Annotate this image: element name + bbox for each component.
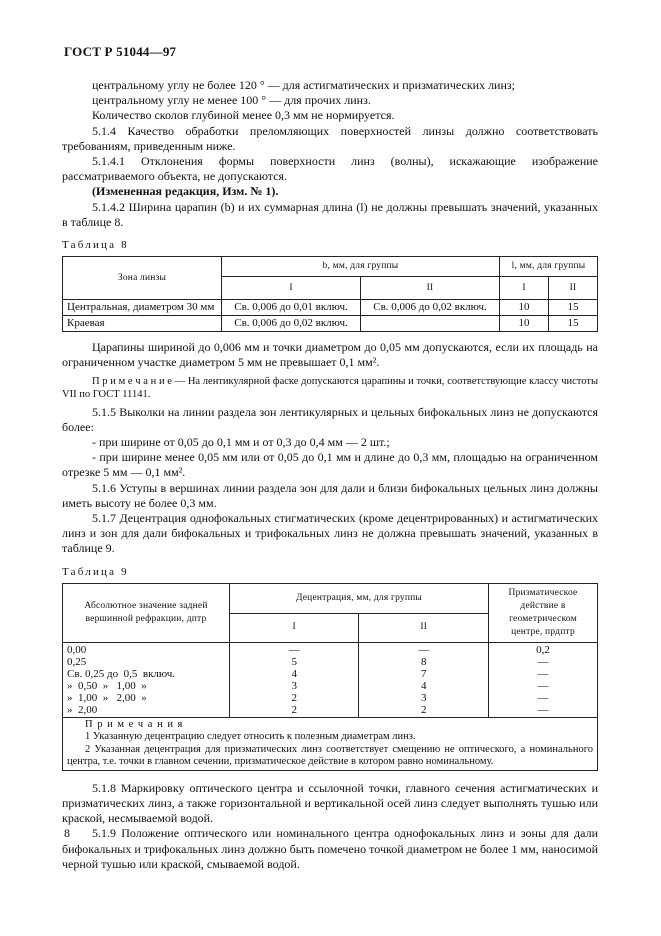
- table-cell: 10: [500, 300, 549, 316]
- table-8-caption: Таблица 8: [62, 239, 129, 252]
- table-header: II: [359, 613, 489, 642]
- table-cell: Краевая: [63, 316, 222, 332]
- paragraph-5-1-5-b: - при ширине менее 0,05 мм или от 0,05 до 0,1 мм и длине до 0,3 мм, площадью на ограниченном отрезке 5 мм — 0,1 мм².: [62, 450, 598, 480]
- paragraph-5-1-5-a: - при ширине от 0,05 до 0,1 мм и от 0,3 до 0,4 мм — 2 шт.;: [92, 435, 390, 450]
- paragraph-5-1-4-1: 5.1.4.1 Отклонения формы поверхности линз (волны), искажающие изображение рассматриваемого объекта, не допускаются.: [62, 154, 598, 184]
- page-number: 8: [64, 826, 70, 840]
- paragraph-5-1-9: 5.1.9 Положение оптического или номинального центра однофокальных линз и зоны для дали бифокальных и трифокальных линз должно быть помечено точкой диаметром не более 1 мм, наносимой черной тушью или краской, смываемой водой.: [62, 826, 598, 871]
- table-header: II: [549, 277, 598, 300]
- table-header: Абсолютное значение задней вершинной рефракции, дптр: [63, 583, 230, 642]
- paragraph-5-1-4-2: 5.1.4.2 Ширина царапин (b) и их суммарная длина (l) не должны превышать значений, указанных в таблице 8.: [62, 199, 598, 229]
- table-cell: 0,00 0,25 Св. 0,25 до 0,5 включ. » 0,50 » 1,00 » » 1,00 » 2,00 » » 2,00: [63, 642, 230, 717]
- table-header: I: [500, 277, 549, 300]
- table-cell: — 8 7 4 3 2: [359, 642, 489, 717]
- table-cell: 15: [549, 316, 598, 332]
- table-cell: Св. 0,006 до 0,02 включ.: [361, 300, 500, 316]
- paragraph-5-1-6: 5.1.6 Уступы в вершинах линии раздела зон для дали и близи бифокальных цельных линз должны иметь высоту не более 0,3 мм.: [62, 480, 598, 510]
- paragraph: центральному углу не более 120 ° — для астигматических и призматических линз;: [92, 78, 515, 92]
- table-cell: 15: [549, 300, 598, 316]
- table-8: [62, 256, 598, 332]
- table-row: [63, 642, 598, 717]
- table-row: [63, 300, 598, 316]
- table-9-caption: Таблица 9: [62, 565, 129, 578]
- table-cell: Св. 0,006 до 0,02 включ.: [222, 316, 361, 332]
- table-9: [62, 583, 598, 771]
- table-header: l, мм, для группы: [500, 257, 598, 277]
- paragraph-5-1-4: 5.1.4 Качество обработки преломляющих поверхностей линзы должно соответствовать требованиям, приведенным ниже.: [62, 123, 598, 153]
- table-header: II: [361, 277, 500, 300]
- table-cell: — 5 4 3 2 2: [230, 642, 359, 717]
- table-header: Призматическое действие в геометрическом центре, прдптр: [489, 583, 598, 642]
- table-cell: [361, 316, 500, 332]
- document-body: [62, 78, 598, 872]
- table-cell: 10: [500, 316, 549, 332]
- table-header: Децентрация, мм, для группы: [230, 583, 489, 613]
- table-header: I: [230, 613, 359, 642]
- note-2: 2 Указанная децентрация для призматических линз соответствует смещению не оптического, а номинального центра, т.е. точки в главном сечении, призматическое действие в котором равно номинальному.: [67, 743, 593, 768]
- edit-note: (Измененная редакция, Изм. № 1).: [92, 184, 279, 199]
- paragraph-5-1-5: 5.1.5 Выколки на линии раздела зон лентикулярных и цельных бифокальных линз не допускаются более:: [62, 404, 598, 434]
- table-header: I: [222, 277, 361, 300]
- notes-title: П р и м е ч а н и я: [85, 718, 184, 730]
- note-1: 1 Указанную децентрацию следует относить к полезным диаметрам линз.: [85, 731, 416, 743]
- table-header: b, мм, для группы: [222, 257, 500, 277]
- table-9-notes: [63, 717, 598, 770]
- table-cell: 0,2 — — — — —: [489, 642, 598, 717]
- table-header: Зона линзы: [63, 257, 222, 300]
- table-row: [63, 316, 598, 332]
- paragraph: Количество сколов глубиной менее 0,3 мм не нормируется.: [92, 108, 395, 123]
- table-cell: Центральная, диаметром 30 мм: [63, 300, 222, 316]
- paragraph: центральному углу не менее 100 ° — для прочих линз.: [92, 93, 371, 108]
- table-cell: Св. 0,006 до 0,01 включ.: [222, 300, 361, 316]
- note-table-8: П р и м е ч а н и е — На лентикулярной фаске допускаются царапины и точки, соответствующие классу чистоты VII по ГОСТ 11141.: [62, 375, 598, 400]
- paragraph-5-1-7: 5.1.7 Децентрация однофокальных стигматических (кроме децентрированных) и астигматических линз и зон для дали бифокальных и трифокальных линз не должна превышать значений, указанных в таблице 9.: [62, 511, 598, 556]
- paragraph-5-1-8: 5.1.8 Маркировку оптического центра и ссылочной точки, главного сечения астигматических и призматических линз, а также горизонтальной и вертикальной осей линз следует выполнять тушью или краской, несмываемой водой.: [62, 780, 598, 826]
- paragraph-scratches: Царапины шириной до 0,006 мм и точки диаметром до 0,05 мм допускаются, если их площадь на ограниченном участке диаметром 5 мм не превышает 0,1 мм².: [62, 340, 598, 370]
- document-header: ГОСТ Р 51044—97: [64, 44, 177, 59]
